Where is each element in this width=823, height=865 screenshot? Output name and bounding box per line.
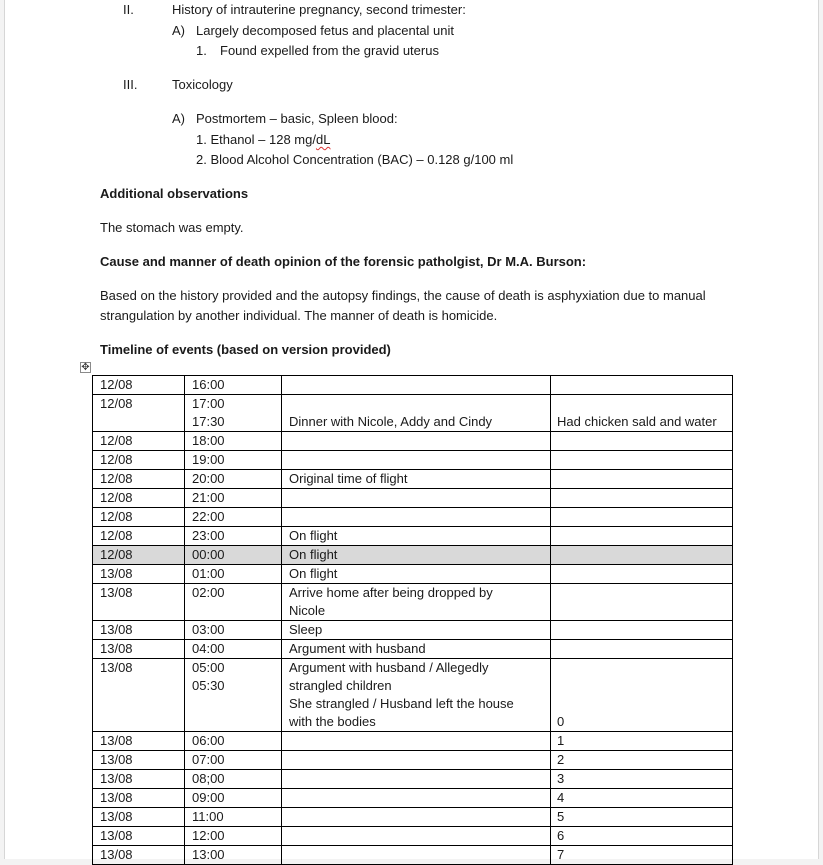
timeline-note-cell[interactable]: 6 xyxy=(551,827,733,846)
timeline-date-cell[interactable]: 12/08 xyxy=(93,489,185,508)
timeline-row xyxy=(93,527,733,546)
timeline-time-cell[interactable]: 09:00 xyxy=(185,789,282,808)
timeline-time-cell[interactable]: 22:00 xyxy=(185,508,282,527)
timeline-date-cell[interactable]: 13/08 xyxy=(93,640,185,659)
section-3-a-label: A) xyxy=(172,111,185,126)
timeline-date-cell[interactable]: 13/08 xyxy=(93,584,185,621)
timeline-event-cell[interactable] xyxy=(282,770,551,789)
timeline-note-cell[interactable]: 2 xyxy=(551,751,733,770)
timeline-time-cell[interactable]: 16:00 xyxy=(185,376,282,395)
timeline-date-cell[interactable]: 13/08 xyxy=(93,846,185,865)
timeline-time-cell[interactable]: 04:00 xyxy=(185,640,282,659)
toxicology-ethanol-label: 1. Ethanol – 128 mg/ xyxy=(196,132,316,147)
timeline-note-cell[interactable]: 5 xyxy=(551,808,733,827)
timeline-row xyxy=(93,451,733,470)
timeline-row xyxy=(93,565,733,584)
timeline-date-cell[interactable]: 13/08 xyxy=(93,732,185,751)
timeline-time-cell[interactable]: 18:00 xyxy=(185,432,282,451)
timeline-time-cell[interactable]: 11:00 xyxy=(185,808,282,827)
timeline-heading: Timeline of events (based on version provided) xyxy=(100,342,391,357)
timeline-date-cell[interactable]: 13/08 xyxy=(93,621,185,640)
timeline-time-cell[interactable]: 03:00 xyxy=(185,621,282,640)
timeline-row xyxy=(93,640,733,659)
timeline-row xyxy=(93,395,733,432)
timeline-note-cell[interactable]: Had chicken sald and water xyxy=(551,395,733,432)
timeline-date-cell[interactable]: 12/08 xyxy=(93,527,185,546)
timeline-row xyxy=(93,470,733,489)
timeline-note-cell[interactable] xyxy=(551,470,733,489)
timeline-date-cell[interactable]: 13/08 xyxy=(93,789,185,808)
table-move-handle-icon[interactable]: ✥ xyxy=(81,362,90,373)
timeline-event-cell[interactable] xyxy=(282,432,551,451)
timeline-note-cell[interactable] xyxy=(551,640,733,659)
timeline-event-cell[interactable]: On flight xyxy=(282,527,551,546)
timeline-note-cell[interactable] xyxy=(551,489,733,508)
timeline-event-cell[interactable] xyxy=(282,751,551,770)
timeline-time-cell[interactable]: 00:00 xyxy=(185,546,282,565)
timeline-note-cell[interactable] xyxy=(551,565,733,584)
document-page xyxy=(4,0,819,862)
timeline-time-cell[interactable]: 06:00 xyxy=(185,732,282,751)
timeline-event-cell[interactable]: Sleep xyxy=(282,621,551,640)
timeline-event-cell[interactable] xyxy=(282,508,551,527)
timeline-event-cell[interactable]: Original time of flight xyxy=(282,470,551,489)
timeline-note-cell[interactable] xyxy=(551,621,733,640)
timeline-note-cell[interactable] xyxy=(551,376,733,395)
timeline-event-cell[interactable]: Dinner with Nicole, Addy and Cindy xyxy=(282,395,551,432)
timeline-date-cell[interactable]: 12/08 xyxy=(93,546,185,565)
timeline-event-cell[interactable]: Argument with husband / Allegedly strangled children She strangled / Husband left the house with the bodies xyxy=(282,659,551,732)
timeline-row xyxy=(93,751,733,770)
timeline-event-cell[interactable] xyxy=(282,376,551,395)
timeline-note-cell[interactable]: 1 xyxy=(551,732,733,751)
timeline-row xyxy=(93,846,733,865)
timeline-date-cell[interactable]: 13/08 xyxy=(93,659,185,732)
timeline-time-cell[interactable]: 21:00 xyxy=(185,489,282,508)
timeline-date-cell[interactable]: 12/08 xyxy=(93,395,185,432)
section-3-numeral: III. xyxy=(123,77,138,92)
timeline-row xyxy=(93,584,733,621)
timeline-row xyxy=(93,621,733,640)
section-2-a1-text: Found expelled from the gravid uterus xyxy=(220,43,439,58)
timeline-row xyxy=(93,489,733,508)
section-2-a-label: A) xyxy=(172,23,185,38)
timeline-table xyxy=(92,375,733,865)
timeline-note-cell[interactable]: 4 xyxy=(551,789,733,808)
timeline-date-cell[interactable]: 12/08 xyxy=(93,470,185,489)
timeline-date-cell[interactable]: 12/08 xyxy=(93,451,185,470)
timeline-event-cell[interactable] xyxy=(282,489,551,508)
timeline-event-cell[interactable]: Argument with husband xyxy=(282,640,551,659)
timeline-row xyxy=(93,770,733,789)
timeline-event-cell[interactable] xyxy=(282,846,551,865)
section-3-title: Toxicology xyxy=(172,77,233,92)
timeline-row xyxy=(93,789,733,808)
timeline-time-cell[interactable]: 01:00 xyxy=(185,565,282,584)
timeline-event-cell[interactable] xyxy=(282,827,551,846)
timeline-time-cell[interactable]: 07:00 xyxy=(185,751,282,770)
cause-of-death-heading: Cause and manner of death opinion of the forensic patholgist, Dr M.A. Burson: xyxy=(100,254,587,269)
spelling-flag-unit[interactable]: dL xyxy=(315,132,331,147)
timeline-event-cell[interactable] xyxy=(282,732,551,751)
timeline-note-cell[interactable] xyxy=(551,527,733,546)
timeline-note-cell[interactable]: 7 xyxy=(551,846,733,865)
timeline-note-cell[interactable] xyxy=(551,508,733,527)
timeline-event-cell[interactable] xyxy=(282,451,551,470)
toxicology-bac: 2. Blood Alcohol Concentration (BAC) – 0.128 g/100 ml xyxy=(196,152,514,167)
timeline-note-cell[interactable] xyxy=(551,432,733,451)
timeline-note-cell[interactable]: 3 xyxy=(551,770,733,789)
additional-observations-heading: Additional observations xyxy=(100,186,249,201)
timeline-time-cell[interactable]: 02:00 xyxy=(185,584,282,621)
timeline-date-cell[interactable]: 12/08 xyxy=(93,376,185,395)
timeline-event-cell[interactable]: Arrive home after being dropped by Nicole xyxy=(282,584,551,621)
section-2-a-text: Largely decomposed fetus and placental unit xyxy=(196,23,455,38)
timeline-time-cell[interactable]: 05:00 05:30 xyxy=(185,659,282,732)
timeline-event-cell[interactable] xyxy=(282,789,551,808)
timeline-time-cell[interactable]: 23:00 xyxy=(185,527,282,546)
timeline-time-cell[interactable]: 08;00 xyxy=(185,770,282,789)
timeline-date-cell[interactable]: 12/08 xyxy=(93,508,185,527)
timeline-row xyxy=(93,659,733,732)
toxicology-ethanol xyxy=(196,131,330,149)
timeline-row xyxy=(93,808,733,827)
timeline-event-cell[interactable] xyxy=(282,808,551,827)
cause-of-death-text: Based on the history provided and the autopsy findings, the cause of death is asphyxiation due to manual strangulation by another individual. The manner of death is homicide. xyxy=(100,288,706,323)
timeline-time-cell[interactable]: 17:00 17:30 xyxy=(185,395,282,432)
timeline-date-cell[interactable]: 13/08 xyxy=(93,827,185,846)
timeline-event-cell[interactable]: On flight xyxy=(282,565,551,584)
timeline-row xyxy=(93,546,733,565)
section-2-numeral: II. xyxy=(123,2,134,17)
timeline-note-cell[interactable] xyxy=(551,546,733,565)
timeline-body xyxy=(93,376,733,865)
timeline-time-cell[interactable]: 13:00 xyxy=(185,846,282,865)
timeline-row xyxy=(93,432,733,451)
timeline-date-cell[interactable]: 13/08 xyxy=(93,751,185,770)
timeline-date-cell[interactable]: 13/08 xyxy=(93,565,185,584)
timeline-row xyxy=(93,376,733,395)
timeline-note-cell[interactable] xyxy=(551,584,733,621)
timeline-event-cell[interactable]: On flight xyxy=(282,546,551,565)
additional-observations-text: The stomach was empty. xyxy=(100,220,244,235)
section-3-a-text: Postmortem – basic, Spleen blood: xyxy=(196,111,398,126)
timeline-time-cell[interactable]: 20:00 xyxy=(185,470,282,489)
timeline-row xyxy=(93,508,733,527)
timeline-date-cell[interactable]: 13/08 xyxy=(93,770,185,789)
timeline-time-cell[interactable]: 19:00 xyxy=(185,451,282,470)
timeline-note-cell[interactable]: 0 xyxy=(551,659,733,732)
timeline-date-cell[interactable]: 13/08 xyxy=(93,808,185,827)
timeline-time-cell[interactable]: 12:00 xyxy=(185,827,282,846)
timeline-row xyxy=(93,732,733,751)
timeline-row xyxy=(93,827,733,846)
timeline-date-cell[interactable]: 12/08 xyxy=(93,432,185,451)
timeline-note-cell[interactable] xyxy=(551,451,733,470)
section-2-title: History of intrauterine pregnancy, second trimester: xyxy=(172,2,466,17)
section-2-a1-label: 1. xyxy=(196,43,207,58)
